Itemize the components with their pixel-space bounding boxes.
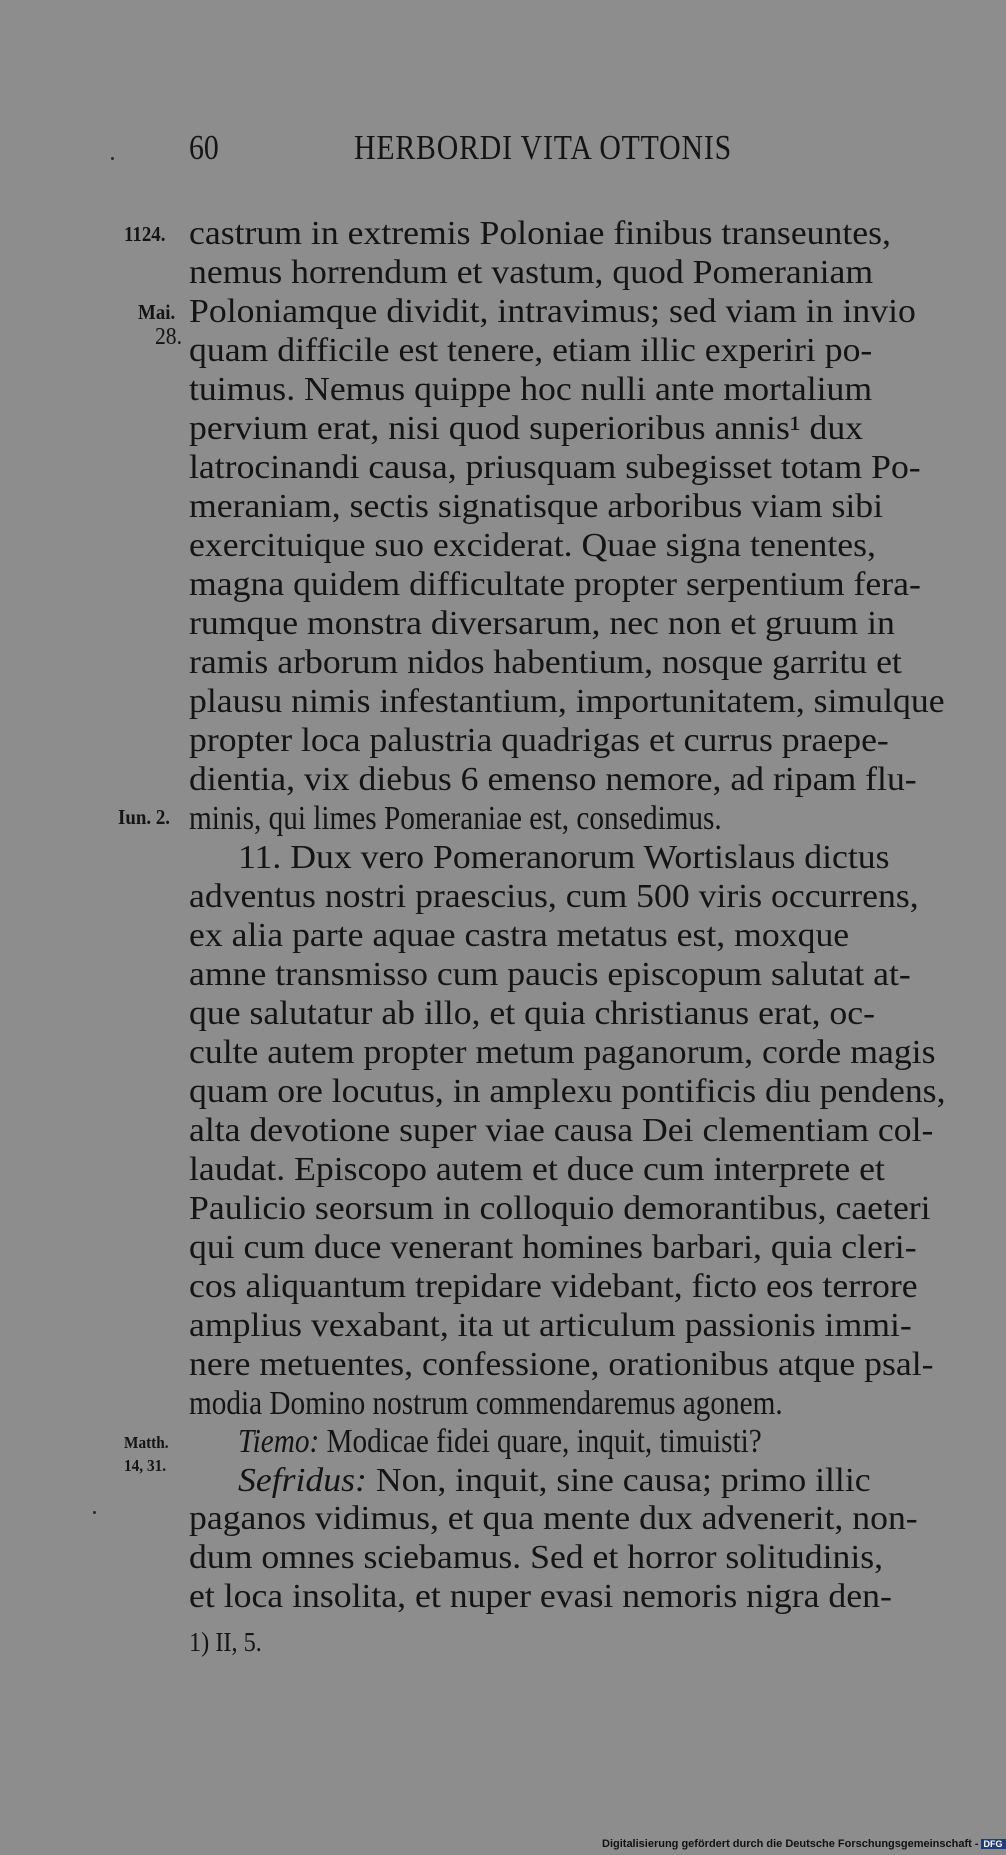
margin-matth-ref: 14, 31. — [124, 1456, 167, 1475]
text-line: ramis arborum nidos habentium, nosque garritu et — [189, 644, 902, 681]
footnote: 1) II, 5. — [189, 1627, 262, 1657]
text-line: alta devotione super viae causa Dei clementiam col- — [189, 1112, 934, 1149]
text-line: Paulicio seorsum in colloquio demorantibus, caeteri — [189, 1190, 931, 1227]
text-line: dum omnes sciebamus. Sed et horror solitudinis, — [189, 1539, 884, 1576]
margin-year: 1124. — [124, 222, 166, 246]
text-line: dientia, vix diebus 6 emenso nemore, ad ripam flu- — [189, 761, 917, 798]
scan-speck — [111, 157, 114, 160]
scan-speck — [93, 1511, 96, 1514]
digitization-credit — [602, 1838, 1006, 1850]
text-line: tuimus. Nemus quippe hoc nulli ante mortalium — [189, 371, 873, 408]
text-line: cos aliquantum trepidare videbant, ficto eos terrore — [189, 1268, 918, 1305]
text-line: et loca insolita, et nuper evasi nemoris nigra den- — [189, 1578, 892, 1615]
text-line: quam difficile est tenere, etiam illic experiri po- — [189, 332, 873, 369]
text-line: castrum in extremis Poloniae finibus transeuntes, — [189, 215, 891, 252]
text-line: meraniam, sectis signatisque arboribus viam sibi — [189, 488, 884, 525]
text-line: 11. Dux vero Pomeranorum Wortislaus dictus — [238, 839, 890, 876]
sefridus-text: Non, inquit, sine causa; primo illic — [366, 1462, 871, 1499]
text-line: nemus horrendum et vastum, quod Pomeraniam — [189, 254, 874, 291]
text-line: latrocinandi causa, priusquam subegisset totam Po- — [189, 449, 921, 486]
text-line: pervium erat, nisi quod superioribus annis¹ dux — [189, 410, 864, 447]
text-line: Poloniamque dividit, intravimus; sed viam in invio — [189, 293, 916, 330]
text-line: propter loca palustria quadrigas et currus praepe- — [189, 722, 889, 759]
text-line: amne transmisso cum paucis episcopum salutat at- — [189, 956, 911, 993]
dialogue-line-sefridus — [238, 1462, 871, 1500]
speaker-sefridus: Sefridus: — [238, 1462, 367, 1499]
text-line: adventus nostri praescius, cum 500 viris occurrens, — [189, 878, 919, 915]
text-line: modia Domino nostrum commendaremus agonem. — [189, 1385, 783, 1422]
text-line: culte autem propter metum paganorum, corde magis — [189, 1034, 936, 1071]
margin-month-mai: Mai. — [138, 300, 176, 324]
text-line: que salutatur ab illo, et quia christianus erat, oc- — [189, 995, 876, 1032]
margin-date-iun: Iun. 2. — [118, 805, 171, 829]
text-line: rumque monstra diversarum, nec non et gruum in — [189, 605, 895, 642]
credit-text: Digitalisierung gefördert durch die Deutsche Forschungsgemeinschaft - — [602, 1838, 979, 1850]
text-line: paganos vidimus, et qua mente dux advenerit, non- — [189, 1500, 918, 1537]
text-line: exercituique suo exciderat. Quae signa tenentes, — [189, 527, 876, 564]
margin-day-28: 28. — [155, 324, 182, 350]
text-line: magna quidem difficultate propter serpentium fera- — [189, 566, 921, 603]
text-line: minis, qui limes Pomeraniae est, consedimus. — [189, 800, 722, 837]
speaker-tiemo: Tiemo: — [238, 1423, 320, 1460]
text-line: amplius vexabant, ita ut articulum passionis immi- — [189, 1307, 912, 1344]
dfg-logo: DFG — [981, 1839, 1006, 1849]
text-line: ex alia parte aquae castra metatus est, moxque — [189, 917, 850, 954]
page-number: 60 — [189, 128, 219, 167]
tiemo-text: Modicae fidei quare, inquit, timuisti? — [319, 1423, 762, 1460]
text-line: nere metuentes, confessione, orationibus atque psal- — [189, 1346, 934, 1383]
text-line: qui cum duce venerant homines barbari, quia cleri- — [189, 1229, 917, 1266]
text-line: laudat. Episcopo autem et duce cum interprete et — [189, 1151, 885, 1188]
text-line: quam ore locutus, in amplexu pontificis diu pendens, — [189, 1073, 946, 1110]
dialogue-line-tiemo — [238, 1423, 762, 1461]
text-line: plausu nimis infestantium, importunitatem, simulque — [189, 683, 945, 720]
running-title: HERBORDI VITA OTTONIS — [354, 128, 732, 167]
margin-matth: Matth. — [124, 1433, 169, 1452]
